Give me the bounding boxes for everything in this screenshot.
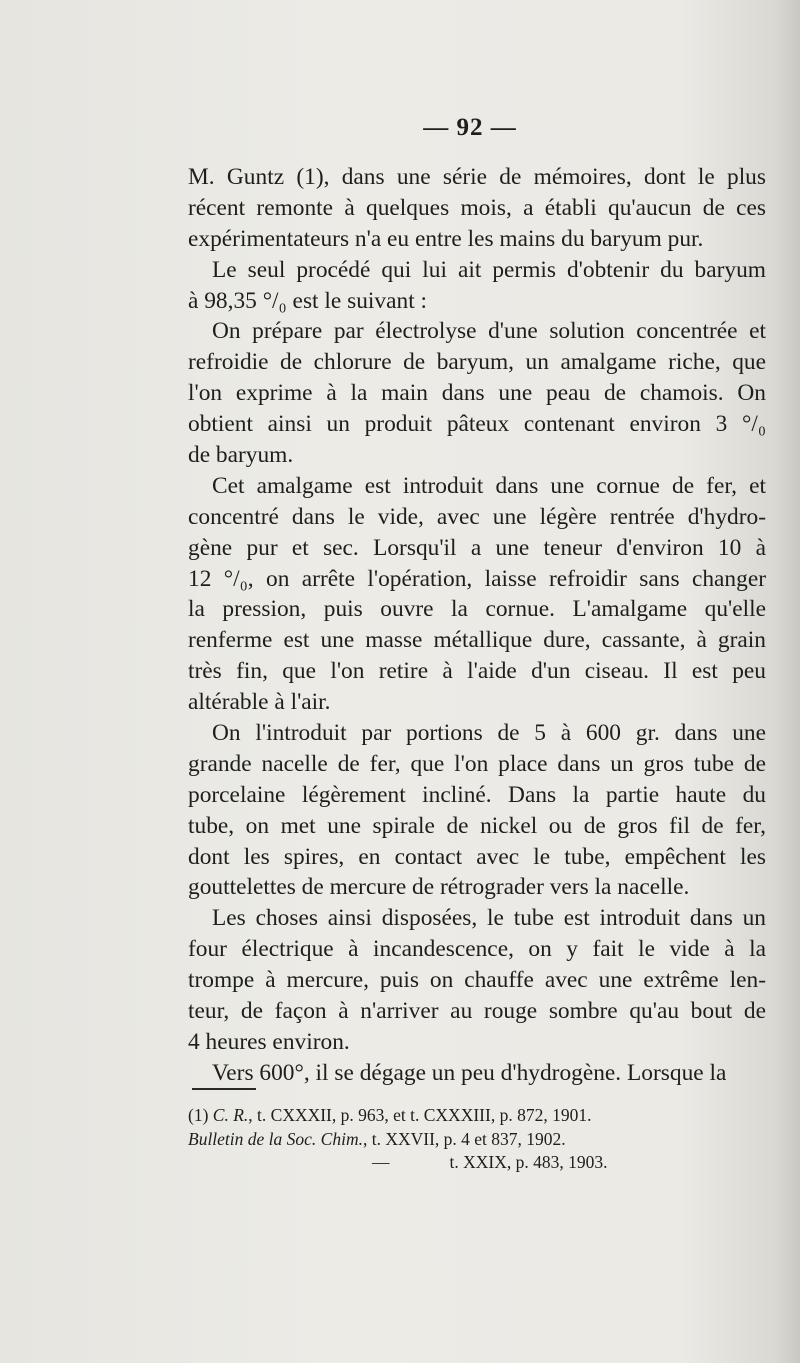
text-line: teur, de façon à n'arriver au rouge sombre qu'au bout de <box>188 998 766 1025</box>
footnote-1-ditto: — t. XXIX, p. 483, 1903. <box>372 1152 608 1172</box>
footnote-1-continued: Bulletin de la Soc. Chim., t. XXVII, p. 4 et 837, 1902. <box>188 1128 566 1149</box>
text-line: expérimentateurs n'a eu entre les mains du baryum pur. <box>188 225 704 252</box>
text-line: gouttelettes de mercure de rétrograder vers la nacelle. <box>188 874 690 901</box>
body-text <box>188 162 766 1089</box>
text-line: porcelaine légèrement incliné. Dans la partie haute du <box>188 781 766 808</box>
text-line: la pression, puis ouvre la cornue. L'amalgame qu'elle <box>188 596 766 623</box>
text-line: renferme est une masse métallique dure, cassante, à grain <box>188 627 766 654</box>
text-line: On prépare par électrolyse d'une solution concentrée et <box>212 318 766 345</box>
text-line: 4 heures environ. <box>188 1028 350 1055</box>
text-line: grande nacelle de fer, que l'on place dans un gros tube de <box>188 750 766 777</box>
text-line: Vers 600°, il se dégage un peu d'hydrogène. Lorsque la <box>212 1059 727 1086</box>
text-line: altérable à l'air. <box>188 689 331 716</box>
text-line: 12 °/₀, on arrête l'opération, laisse refroidir sans changer <box>188 565 766 592</box>
text-line: à 98,35 °/₀ est le suivant : <box>188 287 428 314</box>
text-line: Les choses ainsi disposées, le tube est introduit dans un <box>212 905 766 932</box>
text-line: On l'introduit par portions de 5 à 600 gr. dans une <box>212 720 766 747</box>
text-line: l'on exprime à la main dans une peau de chamois. On <box>188 380 766 407</box>
text-line: obtient ainsi un produit pâteux contenant environ 3 °/₀ <box>188 411 766 438</box>
paragraph <box>188 255 766 317</box>
footnote-divider <box>192 1088 256 1090</box>
text-line: tube, on met une spirale de nickel ou de gros fil de fer, <box>188 812 766 839</box>
text-line: de baryum. <box>188 442 294 469</box>
text-line: dont les spires, en contact avec le tube, empêchent les <box>188 843 766 870</box>
text-line: gène pur et sec. Lorsqu'il a une teneur d'environ 10 à <box>188 534 766 561</box>
text-line: récent remonte à quelques mois, a établi qu'aucun de ces <box>188 194 766 221</box>
text-line: four électrique à incandescence, on y fait le vide à la <box>188 936 766 963</box>
text-line: Le seul procédé qui lui ait permis d'obtenir du baryum <box>212 256 766 283</box>
paragraph <box>188 162 766 255</box>
text-line: trompe à mercure, puis on chauffe avec une extrême len- <box>188 967 766 994</box>
paragraph <box>188 316 766 470</box>
footnotes <box>188 1104 748 1175</box>
paragraph <box>188 1058 766 1089</box>
paragraph <box>188 471 766 718</box>
footnote-1: (1) C. R., t. CXXXII, p. 963, et t. CXXXIII, p. 872, 1901. <box>188 1105 592 1125</box>
text-line: Cet amalgame est introduit dans une cornue de fer, et <box>212 472 766 499</box>
paragraph <box>188 903 766 1057</box>
page-number: — 92 — <box>423 114 517 141</box>
text-line: M. Guntz (1), dans une série de mémoires, dont le plus <box>188 164 766 190</box>
text-line: concentré dans le vide, avec une légère rentrée d'hydro- <box>188 503 766 530</box>
text-line: très fin, que l'on retire à l'aide d'un ciseau. Il est peu <box>188 658 766 685</box>
text-line: refroidie de chlorure de baryum, un amalgame riche, que <box>188 349 766 376</box>
paragraph <box>188 718 766 903</box>
